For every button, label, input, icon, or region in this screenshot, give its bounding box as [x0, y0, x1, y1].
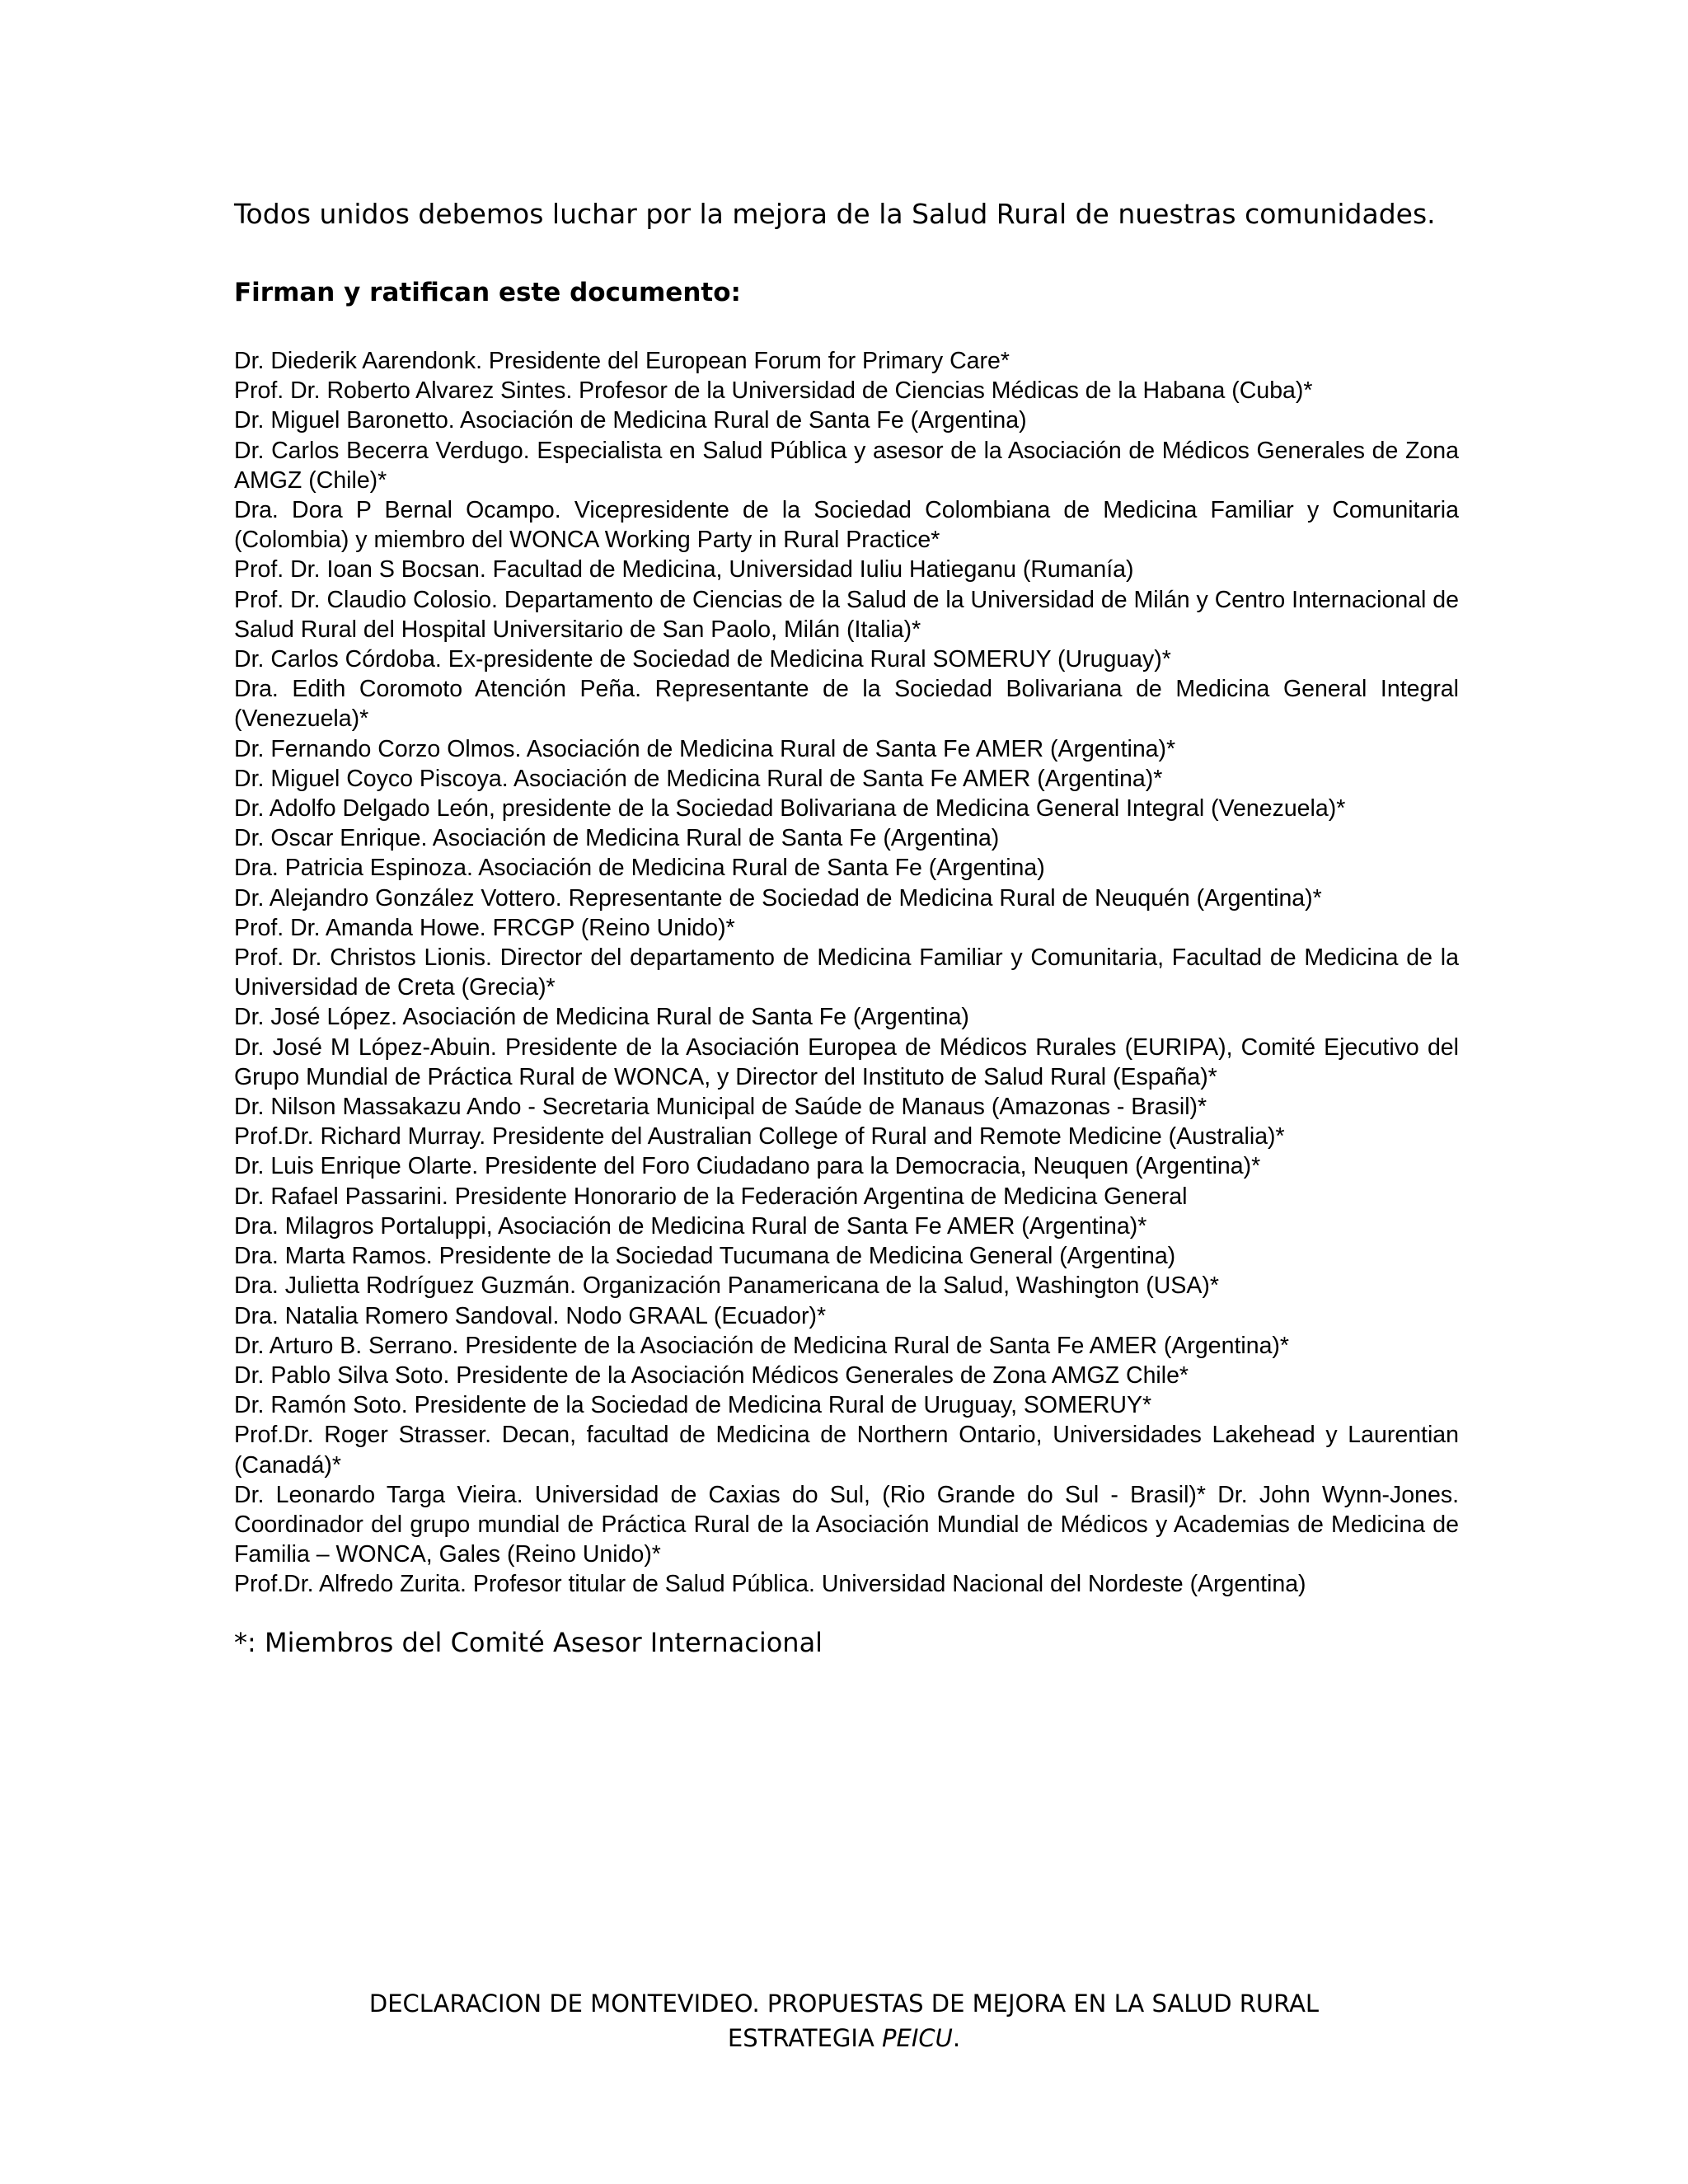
footer-subtitle	[0, 2021, 1688, 2055]
signatory-item: Prof. Dr. Roberto Alvarez Sintes. Profesor de la Universidad de Ciencias Médicas de la Habana (Cuba)*	[234, 377, 1313, 405]
signatory-item: Dr. Oscar Enrique. Asociación de Medicina Rural de Santa Fe (Argentina)	[234, 825, 1000, 852]
signatory-item: Dr. Luis Enrique Olarte. Presidente del Foro Ciudadano para la Democracia, Neuquen (Argentina)*	[234, 1153, 1261, 1180]
signatory-item: Dr. Nilson Massakazu Ando - Secretaria Municipal de Saúde de Manaus (Amazonas - Brasil)*	[234, 1094, 1207, 1121]
signatory-item: Dr. Adolfo Delgado León, presidente de la Sociedad Bolivariana de Medicina General Integral (Venezuela)*	[234, 795, 1346, 823]
signatory-item: Prof. Dr. Christos Lionis. Director del departamento de Medicina Familiar y Comunitaria, Facultad de Medicina de la Universidad de Creta (Grecia)*	[234, 944, 1459, 1001]
signatory-item: Dra. Natalia Romero Sandoval. Nodo GRAAL (Ecuador)*	[234, 1302, 827, 1329]
signatory-item: Dr. Alejandro González Vottero. Representante de Sociedad de Medicina Rural de Neuquén (Argentina)*	[234, 884, 1322, 912]
signatory-item: Dra. Dora P Bernal Ocampo. Vicepresidente de la Sociedad Colombiana de Medicina Familiar y Comunitaria (Colombia) y miembro del WONCA Working Party in Rural Practice*	[234, 497, 1459, 554]
signatory-item: Dra. Marta Ramos. Presidente de la Sociedad Tucumana de Medicina General (Argentina)	[234, 1243, 1176, 1270]
signatory-item: Dr. José López. Asociación de Medicina Rural de Santa Fe (Argentina)	[234, 1004, 969, 1031]
signatory-item: Dra. Patricia Espinoza. Asociación de Medicina Rural de Santa Fe (Argentina)	[234, 855, 1045, 882]
signatory-item: Dr. Carlos Becerra Verdugo. Especialista en Salud Pública y asesor de la Asociación de Médicos Generales de Zona AMGZ (Chile)*	[234, 437, 1459, 494]
signatories-list	[234, 346, 1459, 1600]
signatory-item: Prof. Dr. Amanda Howe. FRCGP (Reino Unido)*	[234, 914, 735, 941]
signatory-item: Prof.Dr. Richard Murray. Presidente del Australian College of Rural and Remote Medicine (Australia)*	[234, 1123, 1285, 1151]
signatory-item: Dr. Arturo B. Serrano. Presidente de la Asociación de Medicina Rural de Santa Fe AMER (Argentina)*	[234, 1332, 1289, 1359]
signatory-item: Dr. Carlos Córdoba. Ex-presidente de Sociedad de Medicina Rural SOMERUY (Uruguay)*	[234, 646, 1171, 673]
signatory-item: Prof. Dr. Claudio Colosio. Departamento de Ciencias de la Salud de la Universidad de Milán y Centro Internacional de Salud Rural del Hospital Universitario de San Paolo, Milán (Italia)*	[234, 586, 1459, 643]
signatory-item: Dr. José M López-Abuin. Presidente de la Asociación Europea de Médicos Rurales (EURIPA), Comité Ejecutivo del Grupo Mundial de Práctica Rural de WONCA, y Director del Instituto de Salud Rural (España)*	[234, 1033, 1459, 1090]
signatory-item: Prof.Dr. Roger Strasser. Decan, facultad de Medicina de Northern Ontario, Universidades Lakehead y Laurentian (Canadá)*	[234, 1422, 1459, 1479]
footnote: *: Miembros del Comité Asesor Internacional	[234, 1627, 823, 1658]
page-footer	[0, 1986, 1688, 2055]
intro-paragraph: Todos unidos debemos luchar por la mejora de la Salud Rural de nuestras comunidades.	[234, 198, 1436, 230]
signatory-item: Dr. Ramón Soto. Presidente de la Sociedad de Medicina Rural de Uruguay, SOMERUY*	[234, 1392, 1152, 1419]
signatory-item: Dra. Milagros Portaluppi, Asociación de Medicina Rural de Santa Fe AMER (Argentina)*	[234, 1212, 1147, 1240]
signatory-item: Dra. Julietta Rodríguez Guzmán. Organización Panamericana de la Salud, Washington (USA)*	[234, 1272, 1219, 1300]
footer-title: DECLARACION DE MONTEVIDEO. PROPUESTAS DE MEJORA EN LA SALUD RURAL	[368, 1990, 1320, 2018]
signatory-item: Dr. Leonardo Targa Vieira. Universidad de Caxias do Sul, (Rio Grande do Sul - Brasil)* Dr. John Wynn-Jones. Coordinador del grupo mundial de Práctica Rural de la Asociación Mundial de Médicos y Academias de Medicina de Familia – WONCA, Gales (Reino Unido)*	[234, 1481, 1459, 1568]
signatory-item: Dr. Rafael Passarini. Presidente Honorario de la Federación Argentina de Medicina General	[234, 1183, 1188, 1210]
signatory-item: Dr. Pablo Silva Soto. Presidente de la Asociación Médicos Generales de Zona AMGZ Chile*	[234, 1361, 1189, 1389]
footer-subtitle-strategy: PEICU	[882, 2024, 953, 2052]
footer-subtitle-prefix: ESTRATEGIA	[727, 2024, 883, 2052]
signatory-item: Prof. Dr. Ioan S Bocsan. Facultad de Medicina, Universidad Iuliu Hatieganu (Rumanía)	[234, 556, 1134, 583]
signatory-item: Dra. Edith Coromoto Atención Peña. Representante de la Sociedad Bolivariana de Medicina General Integral (Venezuela)*	[234, 676, 1459, 733]
footer-subtitle-suffix: .	[952, 2024, 961, 2052]
signatory-item: Dr. Diederik Aarendonk. Presidente del European Forum for Primary Care*	[234, 348, 1010, 374]
signatories-heading: Firman y ratifican este documento:	[234, 278, 741, 307]
signatory-item: Prof.Dr. Alfredo Zurita. Profesor titular de Salud Pública. Universidad Nacional del Nordeste (Argentina)	[234, 1571, 1306, 1598]
signatory-item: Dr. Fernando Corzo Olmos. Asociación de Medicina Rural de Santa Fe AMER (Argentina)*	[234, 735, 1176, 762]
signatory-item: Dr. Miguel Coyco Piscoya. Asociación de Medicina Rural de Santa Fe AMER (Argentina)*	[234, 765, 1163, 792]
signatory-item: Dr. Miguel Baronetto. Asociación de Medicina Rural de Santa Fe (Argentina)	[234, 407, 1027, 434]
